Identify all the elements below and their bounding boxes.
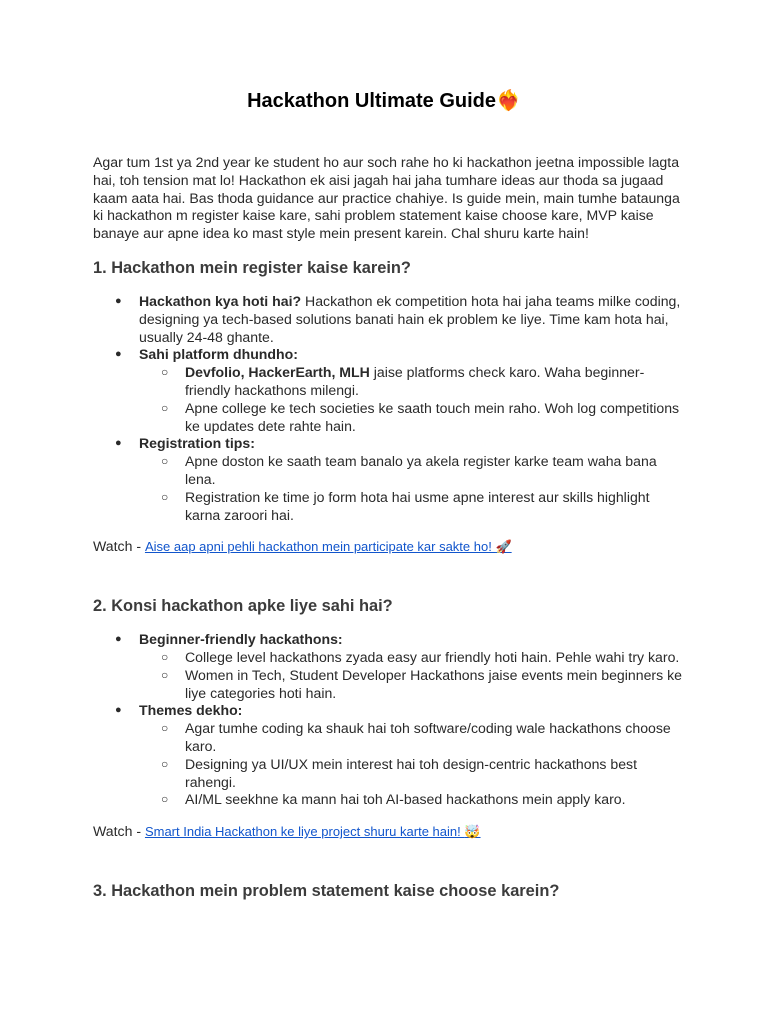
watch-link-text: Smart India Hackathon ke liye project shuru karte hain!	[144, 824, 465, 840]
section1-watch	[93, 538, 683, 557]
section2-list	[93, 631, 683, 809]
exploding-head-icon: 🤯	[464, 825, 481, 841]
sub-list	[139, 649, 683, 702]
list-item-bold: Themes dekho:	[139, 702, 243, 719]
list-item	[139, 293, 683, 346]
sub-list-item	[185, 364, 683, 400]
section1-heading: 1. Hackathon mein register kaise karein?	[93, 258, 411, 277]
sub-list-item: ○ Apne college ke tech societies ke saath touch mein raho. Woh log competitions ke updates dete rahte hain.	[185, 400, 683, 436]
section1-list	[93, 293, 683, 524]
list-item	[139, 435, 683, 524]
section2-watch	[93, 823, 683, 842]
list-item-bold: Hackathon kya hoti hai?	[139, 292, 302, 309]
section2-heading: 2. Konsi hackathon apke liye sahi hai?	[93, 597, 393, 616]
list-item	[139, 631, 683, 702]
list-item	[139, 346, 683, 435]
sub-list-item: ○ Agar tumhe coding ka shauk hai toh software/coding wale hackathons choose karo.	[185, 720, 683, 756]
sub-list	[139, 453, 683, 524]
sub-list-item: ○ Registration ke time jo form hota hai usme apne interest aur skills highlight karna zaroori hai.	[185, 489, 683, 525]
sub-list	[139, 364, 683, 435]
rocket-icon: 🚀	[495, 540, 512, 556]
list-item	[139, 702, 683, 809]
section3-heading: 3. Hackathon mein problem statement kaise choose karein?	[93, 881, 560, 900]
list-item-bold: Registration tips:	[139, 435, 255, 452]
sub-item-text: jaise platforms check karo. Waha beginner-friendly hackathons milengi.	[185, 364, 645, 398]
sub-list	[139, 720, 683, 809]
watch-link-section2[interactable]	[145, 824, 481, 839]
sub-list-item: ○ Women in Tech, Student Developer Hackathons jaise events mein beginners ke liye categories hoti hain.	[185, 667, 683, 703]
intro-paragraph: Agar tum 1st ya 2nd year ke student ho aur soch rahe ho ki hackathon jeetna impossible lagta hai, toh tension mat lo! Hackathon ek aisi jagah hai jaha tumhare ideas aur thoda sa jugaad kaam aata hai. Bas thoda guidance aur practice chahiye. Is guide mein, main tumhe bataunga ki hackathon m register kaise kare, sahi problem statement kaise choose kare, MVP kaise banaye aur apne idea ko mast style mein present karein. Chal shuru karte hain!	[93, 154, 680, 242]
document-title	[0, 87, 768, 114]
list-item-bold: Beginner-friendly hackathons:	[139, 631, 343, 648]
list-item-bold: Sahi platform dhundho:	[139, 346, 298, 363]
heart-on-fire-icon: ❤️‍🔥	[496, 88, 521, 112]
watch-prefix: Watch -	[93, 538, 145, 555]
document-body	[93, 154, 683, 916]
sub-list-item: ○ Apne doston ke saath team banalo ya akela register karke team waha bana lena.	[185, 453, 683, 489]
watch-link-text: Aise aap apni pehli hackathon mein participate kar sakte ho!	[144, 539, 496, 555]
watch-link-section1[interactable]	[145, 539, 512, 554]
watch-prefix: Watch -	[93, 823, 145, 840]
sub-list-item: ○ College level hackathons zyada easy aur friendly hoti hain. Pehle wahi try karo.	[185, 649, 683, 667]
sub-list-item: ○ AI/ML seekhne ka mann hai toh AI-based hackathons mein apply karo.	[185, 791, 683, 809]
sub-item-bold: Devfolio, HackerEarth, MLH	[185, 364, 370, 381]
list-item-text: Hackathon ek competition hota hai jaha teams milke coding, designing ya tech-based solutions banati hain ek problem ke liye. Time kam hota hai, usually 24-48 ghante.	[139, 292, 681, 345]
title-text: Hackathon Ultimate Guide	[247, 90, 497, 112]
sub-list-item: ○ Designing ya UI/UX mein interest hai toh design-centric hackathons best rahengi.	[185, 756, 683, 792]
